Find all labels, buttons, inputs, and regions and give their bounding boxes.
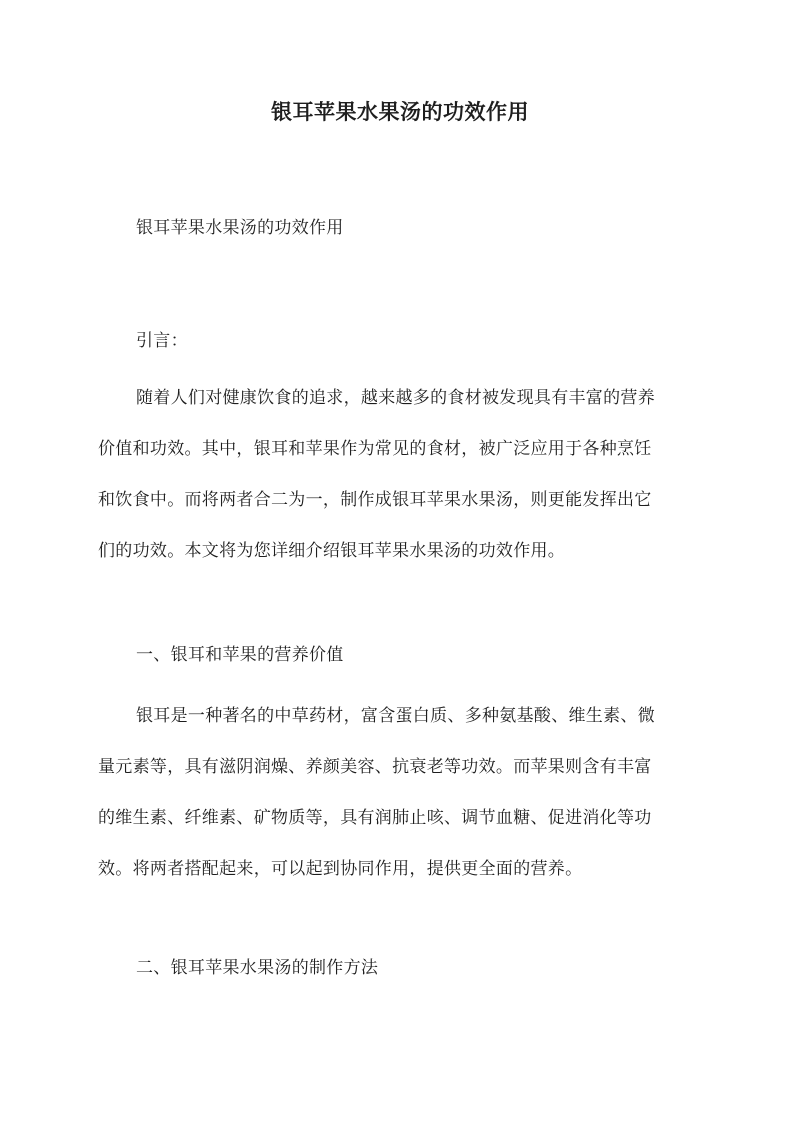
intro-line-2: 价值和功效。其中，银耳和苹果作为常见的食材，被广泛应用于各种烹饪 — [98, 439, 652, 459]
section1-line-4: 效。将两者搭配起来，可以起到协同作用，提供更全面的营养。 — [98, 859, 583, 879]
intro-heading: 引言： — [136, 331, 188, 351]
section1-line-2: 量元素等，具有滋阴润燥、养颜美容、抗衰老等功效。而苹果则含有丰富 — [98, 757, 652, 777]
section1-line-3: 的维生素、纤维素、矿物质等，具有润肺止咳、调节血糖、促进消化等功 — [98, 808, 652, 828]
section2-heading: 二、银耳苹果水果汤的制作方法 — [136, 958, 379, 978]
intro-line-3: 和饮食中。而将两者合二为一，制作成银耳苹果水果汤，则更能发挥出它 — [98, 490, 652, 510]
document-title: 银耳苹果水果汤的功效作用 — [271, 99, 529, 124]
intro-line-1: 随着人们对健康饮食的追求，越来越多的食材被发现具有丰富的营养 — [136, 388, 655, 408]
section1-heading: 一、银耳和苹果的营养价值 — [136, 645, 344, 665]
intro-line-4: 们的功效。本文将为您详细介绍银耳苹果水果汤的功效作用。 — [98, 541, 566, 561]
subtitle: 银耳苹果水果汤的功效作用 — [136, 218, 344, 238]
section1-line-1: 银耳是一种著名的中草药材，富含蛋白质、多种氨基酸、维生素、微 — [136, 706, 655, 726]
